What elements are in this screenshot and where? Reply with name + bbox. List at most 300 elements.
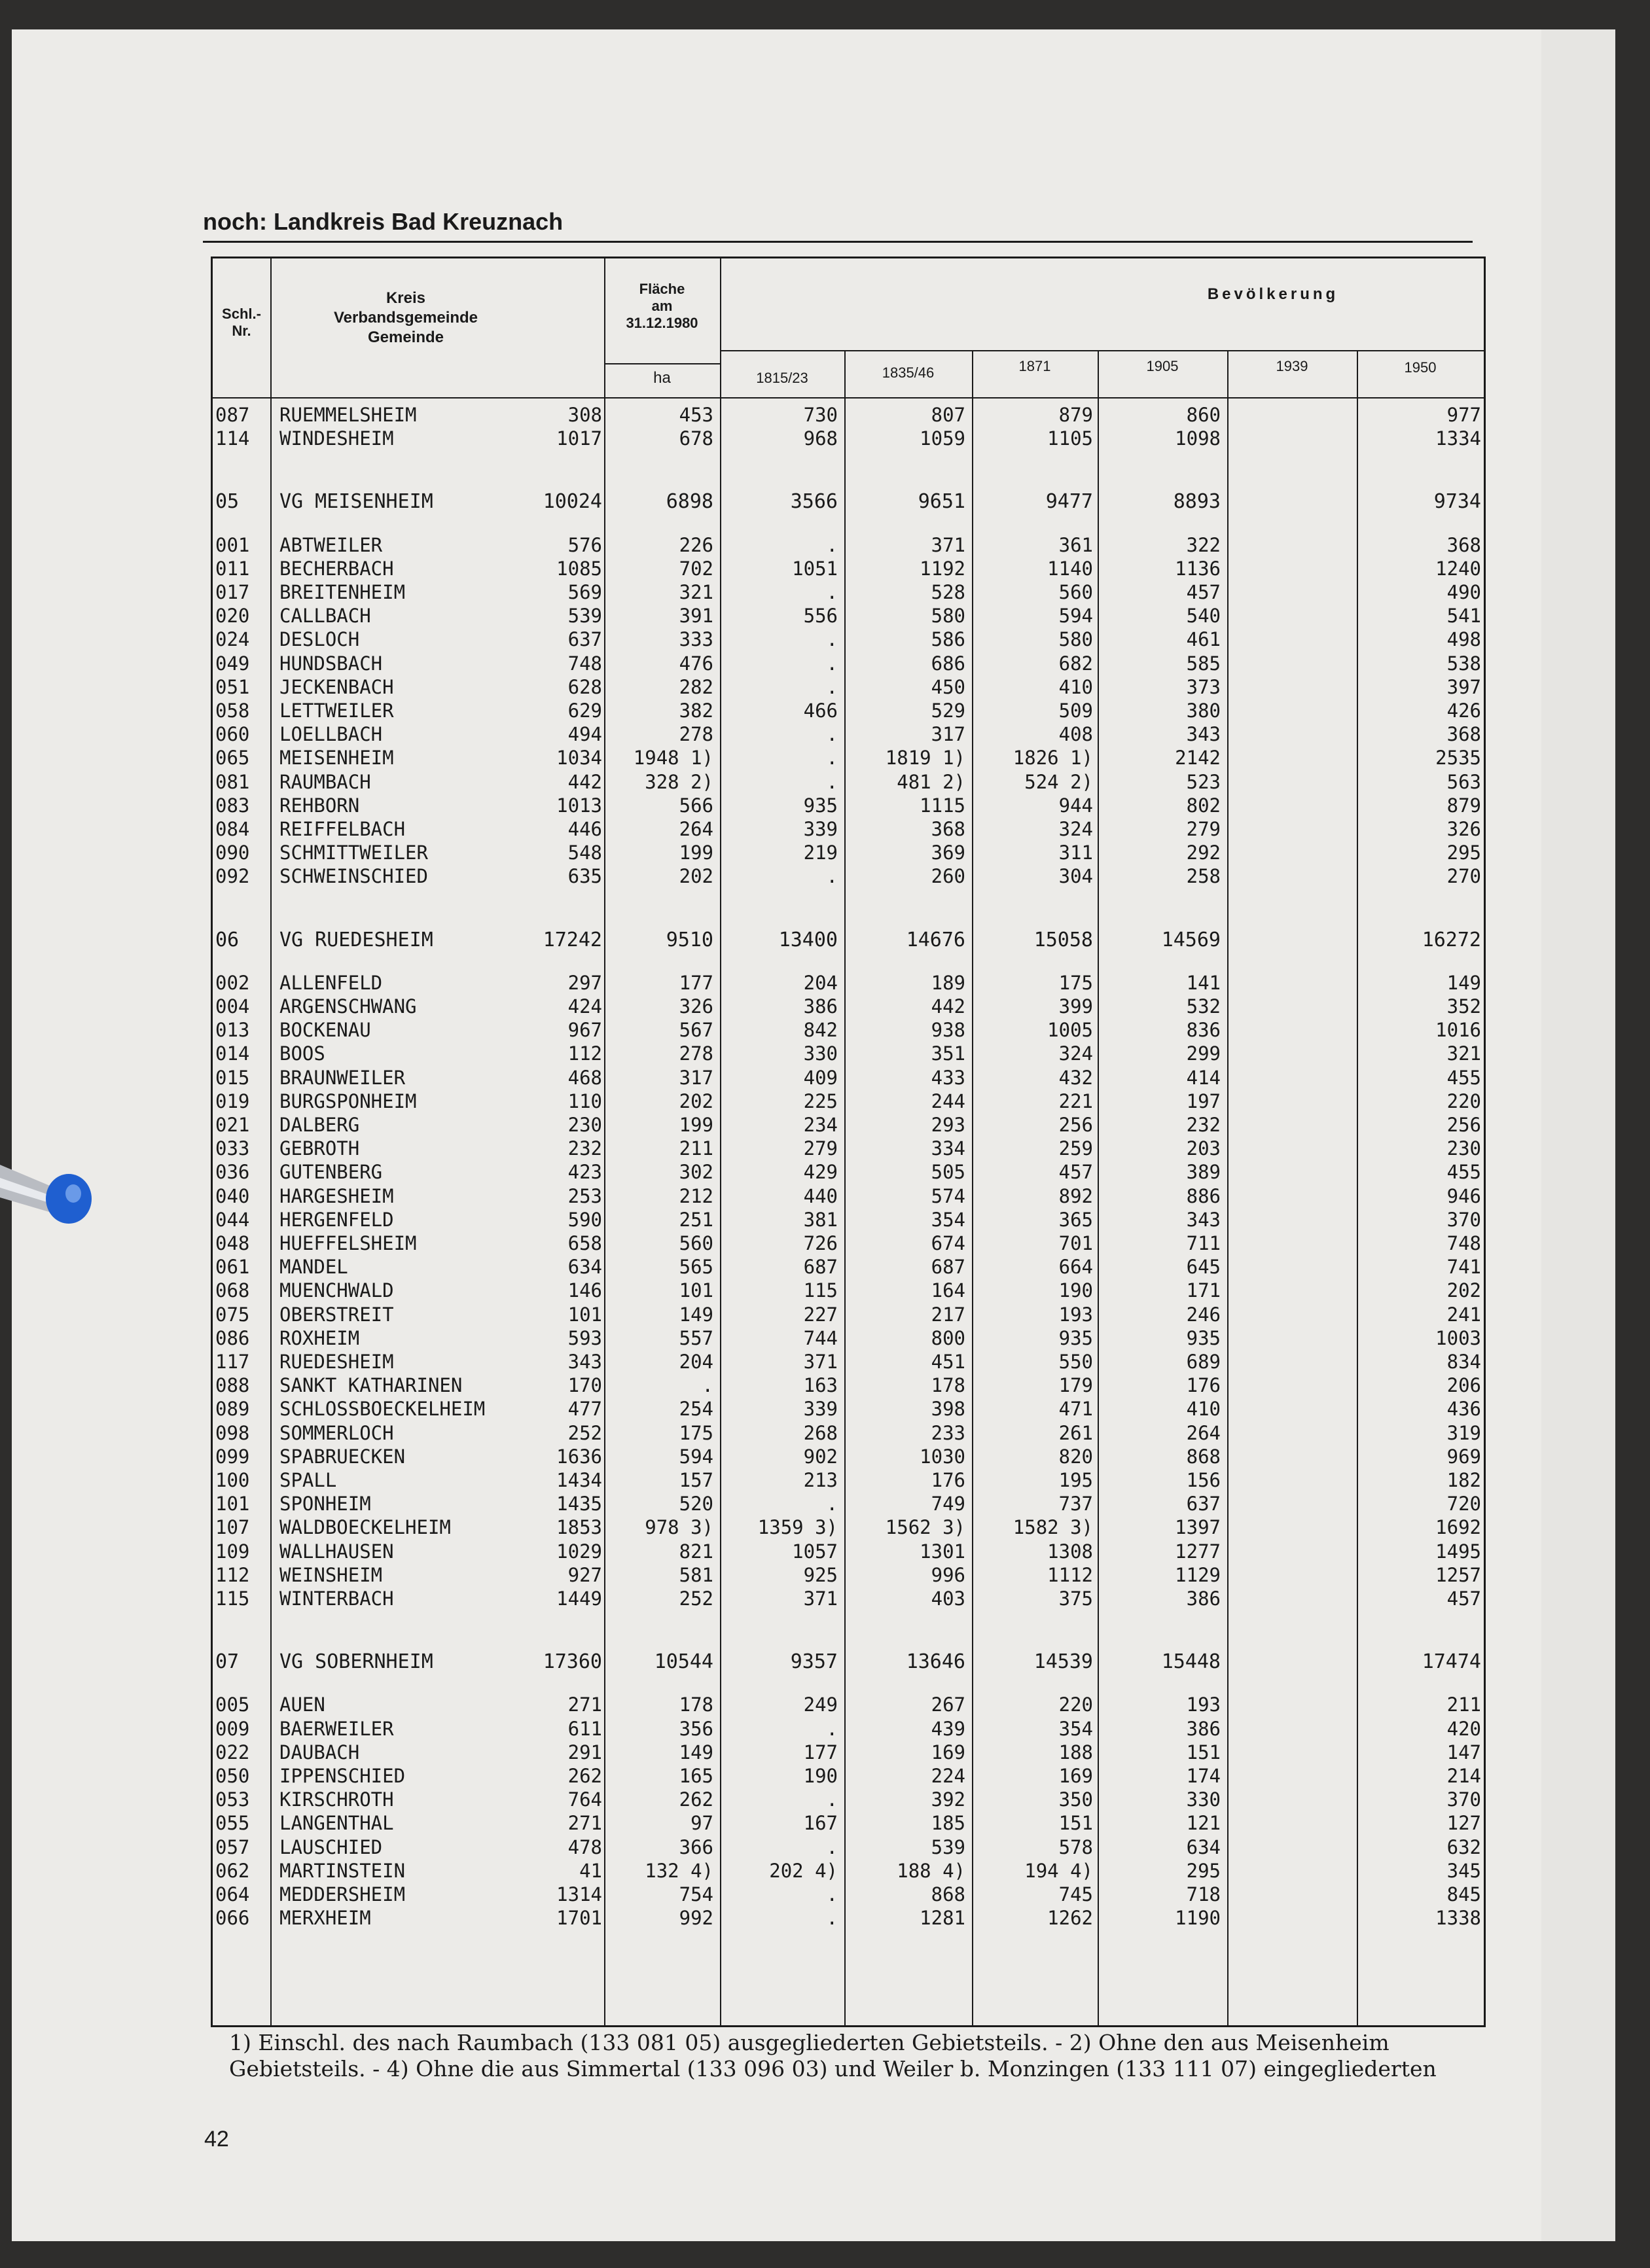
- cell-population: 529: [931, 700, 965, 722]
- cell-population: 1948 1): [633, 747, 713, 769]
- cell-population: 14676: [906, 929, 965, 951]
- cell-population: 399: [1058, 995, 1093, 1018]
- cell-population: 261: [1058, 1422, 1093, 1444]
- cell-population: 1262: [1047, 1907, 1093, 1929]
- cell-population: 244: [931, 1090, 965, 1112]
- header-rule: [720, 350, 1484, 351]
- cell-population: 481 2): [897, 771, 965, 793]
- cell-name: RUEDESHEIM: [279, 1351, 394, 1373]
- cell-population: 282: [679, 676, 713, 698]
- cell-population: 532: [1186, 995, 1221, 1018]
- cell-name: VG SOBERNHEIM: [279, 1650, 433, 1673]
- cell-population: 1140: [1047, 558, 1093, 580]
- table-row: [213, 818, 1484, 842]
- cell-population: 188 4): [897, 1860, 965, 1882]
- cell-schl-nr: 06: [215, 929, 240, 951]
- cell-population: 193: [1186, 1693, 1221, 1716]
- cell-population: 8893: [1173, 490, 1221, 513]
- cell-population: 14569: [1161, 929, 1221, 951]
- cell-population: 169: [931, 1741, 965, 1763]
- header-bevoelkerung: Bevölkerung: [1207, 285, 1339, 303]
- cell-population: 935: [1186, 1327, 1221, 1349]
- table-row: [213, 1422, 1484, 1445]
- cell-population: 1582 3): [1013, 1516, 1093, 1538]
- cell-population: 860: [1186, 404, 1221, 426]
- cell-name: SPONHEIM: [279, 1493, 371, 1515]
- cell-flaeche: 1636: [556, 1445, 602, 1468]
- cell-population: 687: [803, 1256, 838, 1278]
- cell-flaeche: 1034: [556, 747, 602, 769]
- cell-name: SOMMERLOCH: [279, 1422, 394, 1444]
- cell-name: SPALL: [279, 1469, 337, 1491]
- cell-flaeche: 590: [567, 1209, 602, 1231]
- cell-flaeche: 967: [567, 1019, 602, 1041]
- cell-population: 225: [803, 1090, 838, 1112]
- cell-population: 403: [931, 1587, 965, 1610]
- cell-name: BOOS: [279, 1042, 325, 1065]
- cell-population: 330: [1186, 1788, 1221, 1811]
- cell-population: 354: [931, 1209, 965, 1231]
- cell-population: 1692: [1435, 1516, 1481, 1538]
- header-year: 1835/46: [882, 364, 935, 381]
- cell-population: 164: [931, 1279, 965, 1302]
- cell-population: 1105: [1047, 427, 1093, 450]
- cell-schl-nr: 009: [215, 1718, 250, 1740]
- cell-schl-nr: 036: [215, 1161, 250, 1183]
- cell-population: 368: [931, 818, 965, 840]
- cell-population: .: [826, 676, 838, 698]
- table-row: [213, 842, 1484, 865]
- cell-population: 9357: [790, 1650, 838, 1673]
- cell-population: 637: [1186, 1493, 1221, 1515]
- cell-name: OBERSTREIT: [279, 1303, 394, 1326]
- cell-schl-nr: 092: [215, 865, 250, 887]
- cell-schl-nr: 005: [215, 1693, 250, 1716]
- cell-population: 524 2): [1024, 771, 1093, 793]
- cell-population: 450: [931, 676, 965, 698]
- cell-name: WINDESHEIM: [279, 427, 394, 450]
- cell-flaeche: 170: [567, 1374, 602, 1396]
- cell-population: .: [826, 1883, 838, 1905]
- cell-name: BECHERBACH: [279, 558, 394, 580]
- cell-name: BRAUNWEILER: [279, 1067, 406, 1089]
- cell-flaeche: 1449: [556, 1587, 602, 1610]
- page-title: noch: Landkreis Bad Kreuznach: [203, 208, 564, 235]
- cell-population: 720: [1446, 1493, 1481, 1515]
- cell-population: 432: [1058, 1067, 1093, 1089]
- cell-population: 585: [1186, 652, 1221, 675]
- cell-population: 836: [1186, 1019, 1221, 1041]
- cell-schl-nr: 081: [215, 771, 250, 793]
- cell-schl-nr: 061: [215, 1256, 250, 1278]
- cell-population: 175: [1058, 972, 1093, 994]
- cell-schl-nr: 013: [215, 1019, 250, 1041]
- header-year: 1871: [1018, 358, 1051, 374]
- header-schl-nr: Schl.- Nr.: [222, 306, 261, 339]
- cell-population: 925: [803, 1564, 838, 1586]
- cell-population: 339: [803, 1398, 838, 1420]
- cell-flaeche: 146: [567, 1279, 602, 1302]
- cell-population: 249: [803, 1693, 838, 1716]
- cell-population: 334: [931, 1137, 965, 1160]
- cell-flaeche: 628: [567, 676, 602, 698]
- table-row: [213, 1540, 1484, 1564]
- table-row: [213, 1185, 1484, 1209]
- table-row: [213, 1398, 1484, 1421]
- cell-population: 410: [1058, 676, 1093, 698]
- cell-schl-nr: 048: [215, 1232, 250, 1254]
- cell-flaeche: 232: [567, 1137, 602, 1160]
- table-row: [213, 1374, 1484, 1398]
- cell-schl-nr: 058: [215, 700, 250, 722]
- cell-population: 1359 3): [757, 1516, 838, 1538]
- cell-population: 807: [931, 404, 965, 426]
- cell-name: BURGSPONHEIM: [279, 1090, 417, 1112]
- cell-population: 1051: [792, 558, 838, 580]
- cell-population: 944: [1058, 794, 1093, 817]
- cell-population: 528: [931, 581, 965, 603]
- cell-population: 190: [1058, 1279, 1093, 1302]
- cell-population: 371: [803, 1351, 838, 1373]
- cell-population: 978 3): [645, 1516, 713, 1538]
- cell-population: .: [826, 581, 838, 603]
- cell-population: 13646: [906, 1650, 965, 1673]
- cell-population: 328 2): [645, 771, 713, 793]
- cell-population: 1338: [1435, 1907, 1481, 1929]
- cell-schl-nr: 065: [215, 747, 250, 769]
- table-row: [213, 1836, 1484, 1860]
- cell-population: 556: [803, 605, 838, 627]
- cell-schl-nr: 044: [215, 1209, 250, 1231]
- cell-population: 9477: [1045, 490, 1093, 513]
- cell-population: 292: [1186, 842, 1221, 864]
- cell-population: 977: [1446, 404, 1481, 426]
- cell-schl-nr: 019: [215, 1090, 250, 1112]
- cell-population: 392: [931, 1788, 965, 1811]
- cell-name: ALLENFELD: [279, 972, 383, 994]
- cell-population: 321: [679, 581, 713, 603]
- cell-population: 386: [1186, 1587, 1221, 1610]
- cell-population: 1562 3): [885, 1516, 965, 1538]
- cell-population: 195: [1058, 1469, 1093, 1491]
- cell-population: 1005: [1047, 1019, 1093, 1041]
- cell-name: LAUSCHIED: [279, 1836, 383, 1858]
- cell-population: 3566: [790, 490, 838, 513]
- cell-population: 498: [1446, 628, 1481, 650]
- cell-population: 373: [1186, 676, 1221, 698]
- cell-population: 149: [1446, 972, 1481, 994]
- section-row: [213, 490, 1484, 514]
- cell-name: JECKENBACH: [279, 676, 394, 698]
- table-row: [213, 1907, 1484, 1930]
- cell-population: 326: [1446, 818, 1481, 840]
- cell-flaeche: 1017: [556, 427, 602, 450]
- cell-population: 165: [679, 1765, 713, 1787]
- cell-flaeche: 17360: [543, 1650, 602, 1673]
- cell-name: WINTERBACH: [279, 1587, 394, 1610]
- cell-population: 457: [1058, 1161, 1093, 1183]
- cell-population: 326: [679, 995, 713, 1018]
- cell-population: 259: [1058, 1137, 1093, 1160]
- cell-population: 560: [679, 1232, 713, 1254]
- cell-population: 169: [1058, 1765, 1093, 1787]
- cell-population: 1112: [1047, 1564, 1093, 1586]
- cell-name: AUEN: [279, 1693, 325, 1716]
- cell-population: 317: [931, 723, 965, 745]
- cell-population: 674: [931, 1232, 965, 1254]
- cell-flaeche: 297: [567, 972, 602, 994]
- cell-name: BAERWEILER: [279, 1718, 394, 1740]
- cell-population: 167: [803, 1812, 838, 1834]
- cell-population: 115: [803, 1279, 838, 1302]
- population-table: [211, 257, 1486, 2027]
- table-row: [213, 1042, 1484, 1066]
- cell-population: 386: [1186, 1718, 1221, 1740]
- cell-flaeche: 764: [567, 1788, 602, 1811]
- cell-population: .: [826, 1907, 838, 1929]
- cell-schl-nr: 086: [215, 1327, 250, 1349]
- cell-name: SPABRUECKEN: [279, 1445, 406, 1468]
- cell-population: 295: [1446, 842, 1481, 864]
- cell-population: 461: [1186, 628, 1221, 650]
- cell-population: 279: [803, 1137, 838, 1160]
- cell-population: 737: [1058, 1493, 1093, 1515]
- cell-schl-nr: 040: [215, 1185, 250, 1207]
- cell-population: 352: [1446, 995, 1481, 1018]
- header-year: 1950: [1404, 359, 1437, 376]
- cell-population: 1129: [1175, 1564, 1221, 1586]
- table-row: [213, 1718, 1484, 1741]
- cell-population: 969: [1446, 1445, 1481, 1468]
- cell-schl-nr: 084: [215, 818, 250, 840]
- cell-population: 996: [931, 1564, 965, 1586]
- cell-population: 678: [679, 427, 713, 450]
- cell-population: .: [826, 723, 838, 745]
- cell-schl-nr: 049: [215, 652, 250, 675]
- cell-population: 701: [1058, 1232, 1093, 1254]
- cell-name: BREITENHEIM: [279, 581, 406, 603]
- cell-schl-nr: 114: [215, 427, 250, 450]
- cell-name: HUNDSBACH: [279, 652, 383, 675]
- cell-population: 233: [931, 1422, 965, 1444]
- cell-population: 366: [679, 1836, 713, 1858]
- cell-population: 578: [1058, 1836, 1093, 1858]
- cell-flaeche: 253: [567, 1185, 602, 1207]
- cell-population: 311: [1058, 842, 1093, 864]
- cell-name: KIRSCHROTH: [279, 1788, 394, 1811]
- cell-population: .: [702, 1374, 713, 1396]
- cell-population: 1308: [1047, 1540, 1093, 1563]
- cell-population: 1016: [1435, 1019, 1481, 1041]
- cell-population: 193: [1058, 1303, 1093, 1326]
- cell-name: REHBORN: [279, 794, 360, 817]
- cell-population: 550: [1058, 1351, 1093, 1373]
- cell-population: 224: [931, 1765, 965, 1787]
- cell-population: 632: [1446, 1836, 1481, 1858]
- cell-population: 270: [1446, 865, 1481, 887]
- cell-population: 219: [803, 842, 838, 864]
- table-row: [213, 1114, 1484, 1137]
- cell-flaeche: 494: [567, 723, 602, 745]
- cell-population: 800: [931, 1327, 965, 1349]
- cell-name: CALLBACH: [279, 605, 371, 627]
- cell-population: 730: [803, 404, 838, 426]
- table-row: [213, 1351, 1484, 1374]
- cell-population: 1240: [1435, 558, 1481, 580]
- cell-population: 179: [1058, 1374, 1093, 1396]
- cell-population: 748: [1446, 1232, 1481, 1254]
- cell-population: 251: [679, 1209, 713, 1231]
- cell-population: 295: [1186, 1860, 1221, 1882]
- cell-population: 163: [803, 1374, 838, 1396]
- cell-population: 868: [1186, 1445, 1221, 1468]
- cell-population: 9510: [666, 929, 713, 951]
- cell-population: 324: [1058, 1042, 1093, 1065]
- cell-population: 557: [679, 1327, 713, 1349]
- section-row: [213, 1650, 1484, 1674]
- cell-flaeche: 271: [567, 1693, 602, 1716]
- cell-population: 204: [679, 1351, 713, 1373]
- table-row: [213, 1256, 1484, 1279]
- table-row: [213, 1209, 1484, 1232]
- cell-population: 190: [803, 1765, 838, 1787]
- cell-flaeche: 17242: [543, 929, 602, 951]
- cell-population: 868: [931, 1883, 965, 1905]
- cell-population: 217: [931, 1303, 965, 1326]
- cell-population: 821: [679, 1540, 713, 1563]
- table-row: [213, 1587, 1484, 1611]
- cell-population: 567: [679, 1019, 713, 1041]
- cell-population: 157: [679, 1469, 713, 1491]
- cell-flaeche: 548: [567, 842, 602, 864]
- cell-population: 581: [679, 1564, 713, 1586]
- cell-name: MUENCHWALD: [279, 1279, 394, 1302]
- cell-population: 319: [1446, 1422, 1481, 1444]
- cell-population: 689: [1186, 1351, 1221, 1373]
- cell-flaeche: 478: [567, 1836, 602, 1858]
- cell-population: 264: [679, 818, 713, 840]
- cell-population: 141: [1186, 972, 1221, 994]
- cell-population: 176: [1186, 1374, 1221, 1396]
- header-flaeche: Fläche am 31.12.1980: [626, 281, 698, 331]
- cell-population: 389: [1186, 1161, 1221, 1183]
- cell-population: 149: [679, 1741, 713, 1763]
- cell-schl-nr: 022: [215, 1741, 250, 1763]
- cell-population: 365: [1058, 1209, 1093, 1231]
- cell-population: 13400: [778, 929, 838, 951]
- cell-population: 16272: [1422, 929, 1481, 951]
- cell-population: 1098: [1175, 427, 1221, 450]
- cell-population: 682: [1058, 652, 1093, 675]
- cell-population: 206: [1446, 1374, 1481, 1396]
- cell-schl-nr: 112: [215, 1564, 250, 1586]
- cell-population: 702: [679, 558, 713, 580]
- cell-name: SCHWEINSCHIED: [279, 865, 428, 887]
- cell-name: MEDDERSHEIM: [279, 1883, 406, 1905]
- cell-population: 1030: [920, 1445, 965, 1468]
- cell-name: RAUMBACH: [279, 771, 371, 793]
- cell-population: 371: [931, 534, 965, 556]
- cell-population: .: [826, 1718, 838, 1740]
- cell-schl-nr: 002: [215, 972, 250, 994]
- table-row: [213, 1493, 1484, 1516]
- cell-population: 220: [1058, 1693, 1093, 1716]
- table-row: [213, 865, 1484, 889]
- cell-population: 892: [1058, 1185, 1093, 1207]
- cell-name: WEINSHEIM: [279, 1564, 383, 1586]
- cell-population: 645: [1186, 1256, 1221, 1278]
- cell-name: SCHLOSSBOECKELHEIM: [279, 1398, 486, 1420]
- cell-population: 185: [931, 1812, 965, 1834]
- table-row: [213, 1812, 1484, 1835]
- cell-flaeche: 658: [567, 1232, 602, 1254]
- cell-population: 230: [1446, 1137, 1481, 1160]
- cell-population: 414: [1186, 1067, 1221, 1089]
- cell-population: 879: [1446, 794, 1481, 817]
- cell-population: 420: [1446, 1718, 1481, 1740]
- cell-population: 540: [1186, 605, 1221, 627]
- cell-schl-nr: 089: [215, 1398, 250, 1420]
- cell-population: 935: [1058, 1327, 1093, 1349]
- cell-name: WALDBOECKELHEIM: [279, 1516, 451, 1538]
- cell-population: 369: [931, 842, 965, 864]
- table-row: [213, 558, 1484, 581]
- cell-population: 2142: [1175, 747, 1221, 769]
- cell-population: 381: [803, 1209, 838, 1231]
- cell-name: VG MEISENHEIM: [279, 490, 433, 513]
- cell-population: 14539: [1033, 1650, 1093, 1673]
- cell-name: REIFFELBACH: [279, 818, 406, 840]
- cell-flaeche: 1701: [556, 1907, 602, 1929]
- cell-population: 260: [931, 865, 965, 887]
- cell-flaeche: 748: [567, 652, 602, 675]
- cell-flaeche: 1314: [556, 1883, 602, 1905]
- cell-population: 902: [803, 1445, 838, 1468]
- table-row: [213, 771, 1484, 794]
- cell-population: 1277: [1175, 1540, 1221, 1563]
- table-row: [213, 1161, 1484, 1184]
- cell-population: 343: [1186, 1209, 1221, 1231]
- cell-population: 1136: [1175, 558, 1221, 580]
- cell-schl-nr: 090: [215, 842, 250, 864]
- cell-population: 391: [679, 605, 713, 627]
- cell-population: 356: [679, 1718, 713, 1740]
- cell-population: 171: [1186, 1279, 1221, 1302]
- cell-flaeche: 1435: [556, 1493, 602, 1515]
- table-row: [213, 1090, 1484, 1114]
- cell-population: 6898: [666, 490, 713, 513]
- cell-population: 9651: [918, 490, 965, 513]
- cell-population: 426: [1446, 700, 1481, 722]
- cell-population: 1826 1): [1013, 747, 1093, 769]
- cell-population: 343: [1186, 723, 1221, 745]
- cell-schl-nr: 051: [215, 676, 250, 698]
- page-number: 42: [204, 2127, 229, 2152]
- cell-population: 745: [1058, 1883, 1093, 1905]
- cell-population: 203: [1186, 1137, 1221, 1160]
- cell-population: .: [826, 652, 838, 675]
- cell-population: 258: [1186, 865, 1221, 887]
- cell-schl-nr: 020: [215, 605, 250, 627]
- cell-population: 127: [1446, 1812, 1481, 1834]
- cell-population: 370: [1446, 1209, 1481, 1231]
- cell-population: 433: [931, 1067, 965, 1089]
- cell-schl-nr: 101: [215, 1493, 250, 1515]
- cell-population: 339: [803, 818, 838, 840]
- cell-population: 382: [679, 700, 713, 722]
- cell-name: MARTINSTEIN: [279, 1860, 406, 1882]
- cell-population: 1495: [1435, 1540, 1481, 1563]
